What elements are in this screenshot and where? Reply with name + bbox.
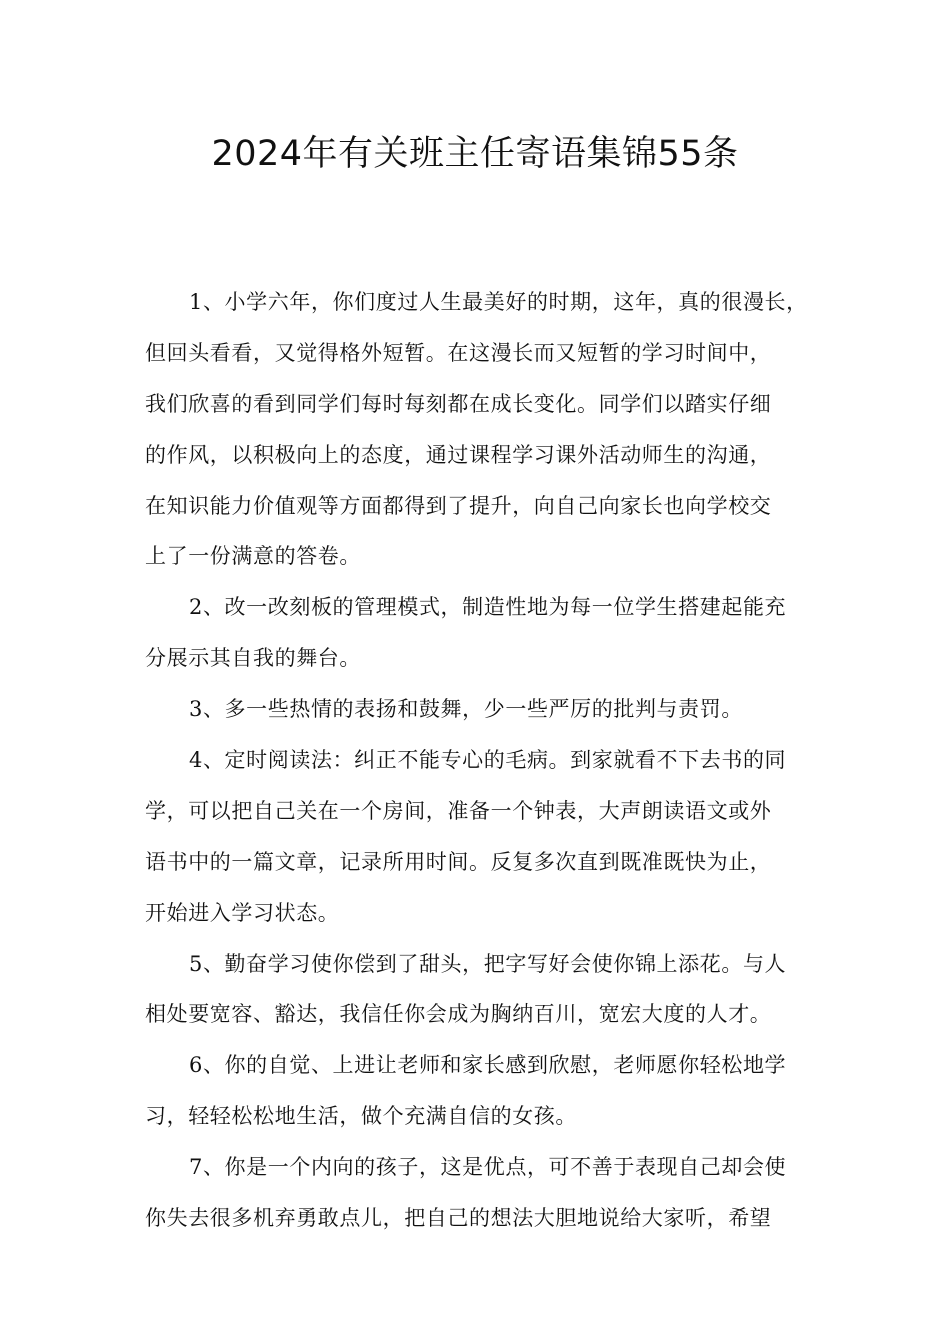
- text-line: 在知识能力价值观等方面都得到了提升，向自己向家长也向学校交: [145, 493, 772, 518]
- text-line: 但回头看看，又觉得格外短暂。在这漫长而又短暂的学习时间中，: [145, 340, 772, 365]
- text-line: 5、勤奋学习使你偿到了甜头，把字写好会使你锦上添花。与人: [189, 951, 787, 976]
- text-line: 7、你是一个内向的孩子，这是优点，可不善于表现自己却会使: [189, 1155, 787, 1180]
- text-line: 相处要宽容、豁达，我信任你会成为胸纳百川，宽宏大度的人才。: [145, 1002, 772, 1027]
- text-line: 1、小学六年，你们度过人生最美好的时期，这年，真的很漫长，: [189, 290, 808, 314]
- text-line: 语书中的一篇文章，记录所用时间。反复多次直到既准既快为止，: [145, 849, 772, 874]
- text-line: 3、多一些热情的表扬和鼓舞，少一些严厉的批判与责罚。: [189, 697, 743, 722]
- text-line: 2、改一改刻板的管理模式，制造性地为每一位学生搭建起能充: [189, 595, 787, 620]
- text-line: 习，轻轻松松地生活，做个充满自信的女孩。: [145, 1104, 577, 1129]
- document-body: [145, 277, 825, 1244]
- text-line: 6、你的自觉、上进让老师和家长感到欣慰，老师愿你轻松地学: [189, 1053, 787, 1078]
- text-line: 分展示其自我的舞台。: [145, 646, 361, 671]
- text-line: 我们欣喜的看到同学们每时每刻都在成长变化。同学们以踏实仔细: [145, 391, 772, 416]
- text-line: 你失去很多机弃勇敢点儿，把自己的想法大胆地说给大家听，希望: [145, 1206, 772, 1231]
- text-line: 学，可以把自己关在一个房间，准备一个钟表，大声朗读语文或外: [145, 798, 772, 823]
- text-line: 的作风，以积极向上的态度，通过课程学习课外活动师生的沟通，: [145, 442, 772, 467]
- document-title: 2024年有关班主任寄语集锦55条: [211, 134, 739, 174]
- text-line: 上了一份满意的答卷。: [145, 544, 361, 569]
- text-line: 开始进入学习状态。: [145, 900, 340, 925]
- text-line: 4、定时阅读法：纠正不能专心的毛病。到家就看不下去书的同: [189, 748, 787, 773]
